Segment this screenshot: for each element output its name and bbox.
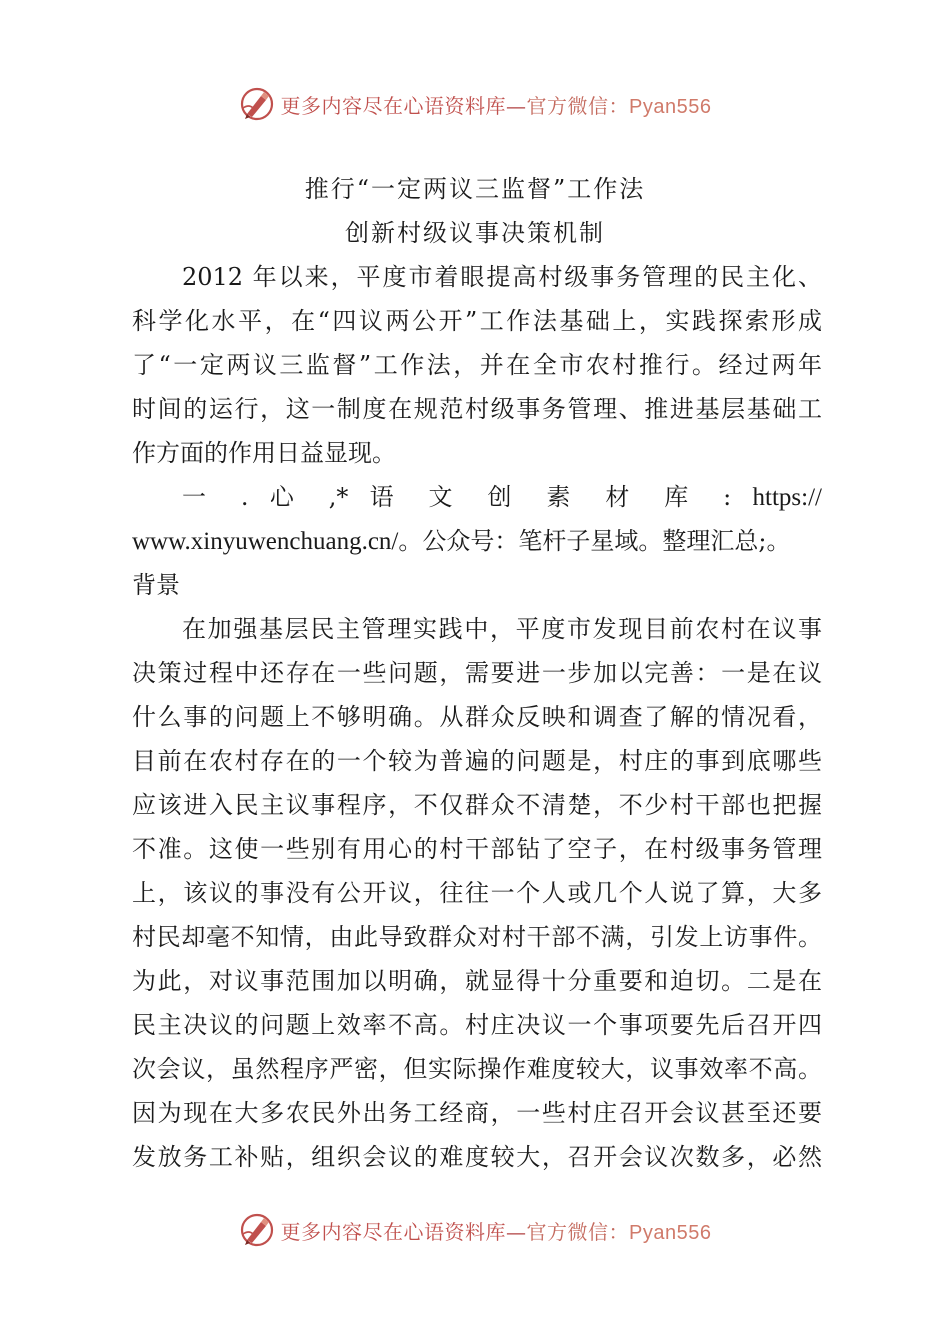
body-line: 村民却毫不知情，由此导致群众对村干部不满，引发上访事件。 [132, 923, 822, 951]
body-line: 发放务工补贴，组织会议的难度较大，召开会议次数多，必然 [132, 1143, 822, 1171]
body-line: 上，该议的事没有公开议，往往一个人或几个人说了算，大多 [132, 879, 822, 907]
source-note: 。公众号：笔杆子星域。整理汇总;。 [398, 527, 791, 555]
body-line: 不准。这使一些别有用心的村干部钻了空子，在村级事务管理 [132, 835, 822, 863]
document-title: 推行“一定两议三监督”工作法 [304, 175, 646, 203]
watermark-text: 更多内容尽在心语资料库—官方微信：Pyan556 [280, 93, 712, 118]
body-line: 时间的运行，这一制度在规范村级事务管理、推进基层基础工 [132, 395, 822, 423]
watermark-banner-top [0, 82, 950, 126]
section-number-heading: 一 . 心 ,* 语 文 创 素 材 库 : [182, 483, 732, 511]
document-body [132, 255, 822, 1179]
url-link[interactable]: www.xinyuwenchuang.cn/ [132, 528, 399, 555]
watermark-text: 更多内容尽在心语资料库—官方微信：Pyan556 [280, 1219, 712, 1244]
section-heading-line [132, 475, 822, 519]
body-line: 作方面的作用日益显现。 [132, 439, 396, 467]
body-line: 次会议，虽然程序严密，但实际操作难度较大，议事效率不高。 [132, 1055, 822, 1083]
body-line: 因为现在大多农民外出务工经商，一些村庄召开会议甚至还要 [132, 1099, 822, 1127]
body-line: 在加强基层民主管理实践中，平度市发现目前农村在议事 [182, 615, 822, 643]
body-line: 2012 年以来，平度市着眼提高村级事务管理的民主化、 [182, 263, 822, 291]
body-line: 决策过程中还存在一些问题，需要进一步加以完善：一是在议 [132, 659, 822, 687]
body-line: 民主决议的问题上效率不高。村庄决议一个事项要先后召开四 [132, 1011, 822, 1039]
document-subtitle: 创新村级议事决策机制 [345, 219, 605, 247]
body-line: 科学化水平，在“四议两公开”工作法基础上，实践探索形成 [132, 307, 822, 335]
pen-logo-icon [239, 86, 275, 122]
watermark-banner-bottom [0, 1208, 950, 1252]
url-line [132, 519, 822, 563]
body-line: 目前在农村存在的一个较为普遍的问题是，村庄的事到底哪些 [132, 747, 822, 775]
body-line: 什么事的问题上不够明确。从群众反映和调查了解的情况看， [132, 703, 822, 731]
pen-logo-icon [239, 1212, 275, 1248]
url-link-part[interactable]: https:// [752, 484, 822, 511]
body-line: 了“一定两议三监督”工作法，并在全市农村推行。经过两年 [132, 351, 822, 379]
body-line: 为此，对议事范围加以明确，就显得十分重要和迫切。二是在 [132, 967, 822, 995]
body-line: 应该进入民主议事程序，不仅群众不清楚，不少村干部也把握 [132, 791, 822, 819]
section-title: 背景 [132, 571, 180, 599]
